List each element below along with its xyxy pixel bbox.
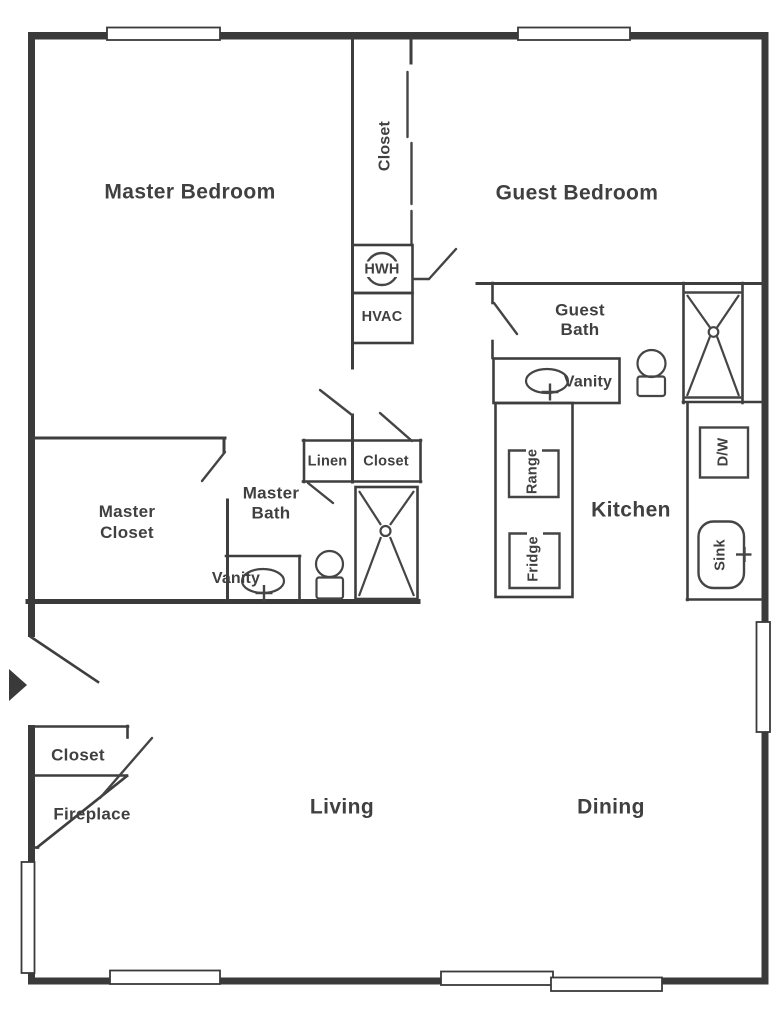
window-top-left — [107, 28, 220, 41]
guest-sink-bowl — [526, 369, 568, 393]
wall-right — [762, 32, 769, 985]
guest-shower-x — [687, 295, 710, 328]
label-guest-bath-2: Bath — [560, 320, 600, 339]
label-dining: Dining — [577, 795, 645, 819]
label-living: Living — [309, 795, 375, 819]
label-sink: Sink — [712, 539, 729, 571]
label-guest-vanity: Vanity — [563, 373, 613, 391]
guest-toilet-tank — [638, 377, 666, 397]
labels — [51, 120, 731, 823]
label-range: Range — [524, 448, 541, 495]
label-kitchen: Kitchen — [591, 498, 671, 522]
label-hvac: HVAC — [361, 309, 403, 325]
master-shower-drain — [381, 526, 391, 536]
label-master-closet-1: Master — [98, 502, 156, 521]
label-entry-closet: Closet — [51, 745, 105, 765]
label-guest-bath-1: Guest — [555, 300, 605, 320]
label-fireplace: Fireplace — [53, 804, 131, 824]
label-guest-bedroom: Guest Bedroom — [495, 181, 659, 205]
master-toilet — [316, 551, 343, 599]
interior-walls — [28, 39, 762, 848]
label-dishwasher: D/W — [715, 437, 732, 467]
guest-shower-drain — [709, 327, 719, 337]
linen-door-leaf — [308, 483, 333, 503]
label-linen: Linen — [307, 453, 348, 470]
label-bedroom-closet: Closet — [376, 120, 394, 172]
wall-left-upper — [28, 32, 35, 637]
master-toilet-tank — [317, 578, 344, 599]
guest-bath-door-leaf — [494, 303, 517, 334]
entry-closet-door-leaf — [100, 738, 152, 798]
master-shower-x — [390, 491, 414, 525]
window-bottom-right — [551, 978, 662, 992]
wall-left-lower — [28, 725, 35, 863]
label-bath-closet: Closet — [363, 453, 409, 470]
master-closet-door-leaf — [202, 452, 225, 481]
guest-toilet — [638, 350, 666, 396]
bath-closet-door-leaf — [380, 413, 412, 441]
entry-door-leaf — [31, 637, 98, 682]
master-bath-door-leaf — [320, 390, 352, 415]
guest-toilet-bowl — [638, 350, 666, 377]
window-bottom-center — [441, 972, 553, 986]
guest-shower-x — [717, 295, 739, 328]
label-master-bath-1: Master — [242, 483, 300, 503]
guest-shower-x — [687, 337, 710, 397]
label-master-bath-2: Bath — [251, 503, 291, 523]
label-master-closet-2: Closet — [100, 523, 154, 542]
guest-vanity-sink — [526, 369, 568, 401]
master-toilet-bowl — [316, 551, 343, 577]
guest-shower-x — [717, 337, 739, 397]
master-shower-x — [359, 491, 381, 525]
window-bottom-left — [110, 971, 220, 985]
window-left-wall — [22, 862, 35, 973]
entry-arrow-icon — [9, 669, 27, 701]
label-fridge: Fridge — [525, 536, 542, 582]
window-right-wall — [757, 622, 771, 732]
label-hwh: HWH — [364, 261, 400, 278]
window-top-right — [518, 28, 630, 41]
label-master-vanity: Vanity — [211, 570, 261, 587]
utility-door-leaf — [429, 249, 456, 279]
label-master-bedroom: Master Bedroom — [104, 180, 276, 204]
door-leaves — [9, 303, 517, 798]
master-shower-x — [359, 537, 381, 596]
master-shower-x — [390, 537, 414, 596]
